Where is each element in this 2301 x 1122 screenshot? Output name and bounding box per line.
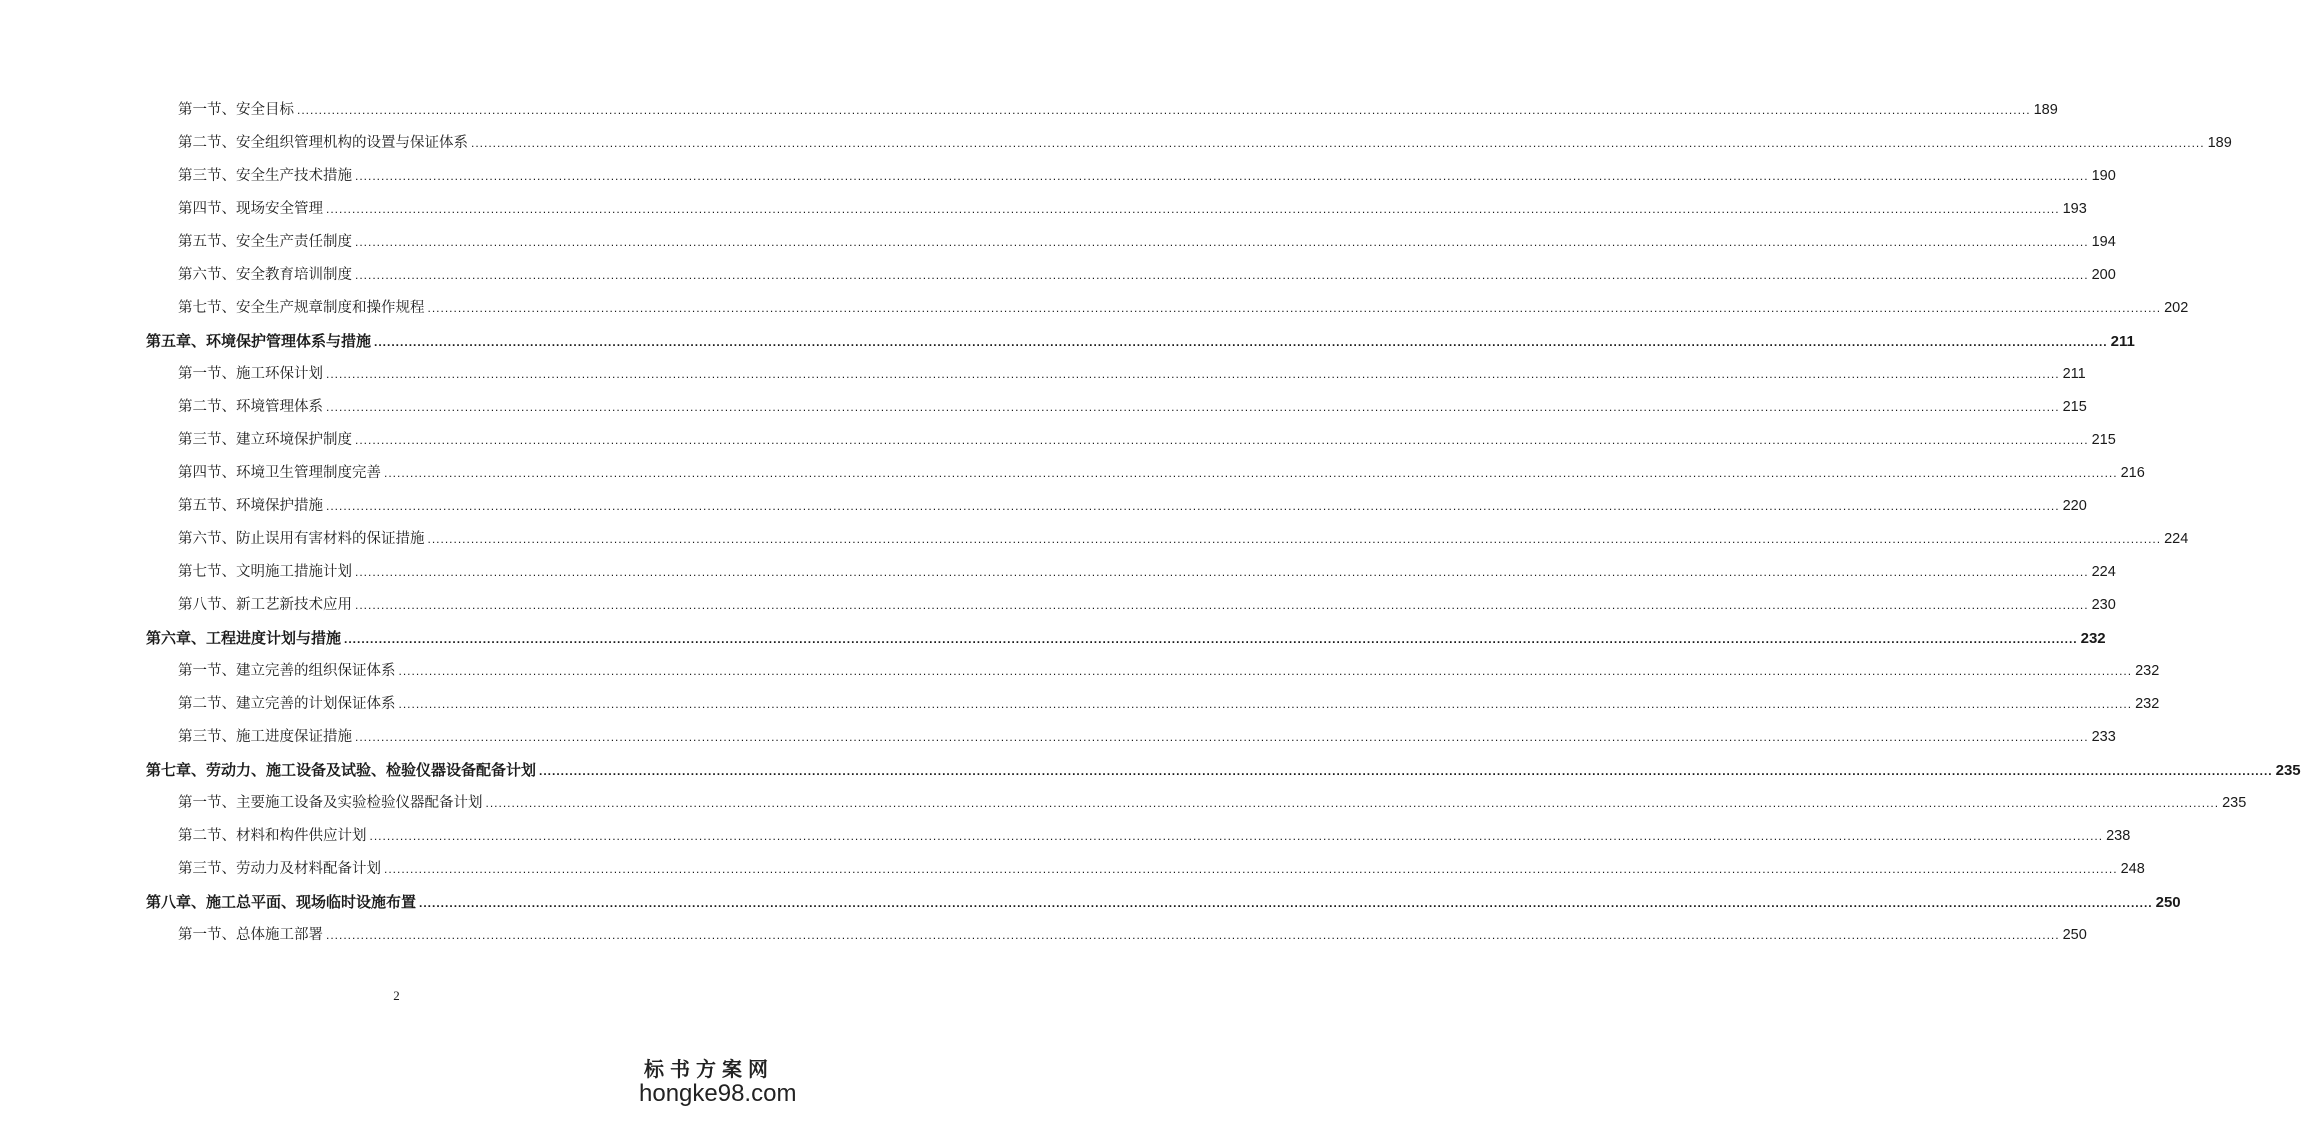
toc-entry-page: 230: [2091, 597, 2116, 613]
toc-dot-leader: ................................................................................................................................................................................................................................................................................................................................................................................................................: [384, 466, 2118, 480]
toc-section-entry[interactable]: [0, 822, 2131, 855]
toc-entry-page: 189: [2207, 135, 2232, 151]
toc-entry-title: 第六章、工程进度计划与措施: [146, 629, 342, 647]
toc-entry-title: 第五节、环境保护措施: [178, 498, 323, 514]
toc-entry-page: 200: [2091, 267, 2116, 283]
toc-entry-title: 第五章、环境保护管理体系与措施: [146, 332, 372, 350]
toc-chapter-entry[interactable]: [0, 624, 2106, 657]
toc-chapter-entry[interactable]: [0, 756, 2301, 789]
toc-dot-leader: ................................................................................................................................................................................................................................................................................................................................................................................................................: [326, 400, 2060, 414]
toc-dot-leader: ................................................................................................................................................................................................................................................................................................................................................................................................................: [297, 103, 2031, 117]
toc-dot-leader: ................................................................................................................................................................................................................................................................................................................................................................................................................: [355, 235, 2089, 249]
toc-section-entry[interactable]: [0, 558, 2116, 591]
watermark-logo: [639, 1056, 797, 1107]
toc-entry-title: 第六节、安全教育培训制度: [178, 267, 352, 283]
toc-entry-page: 238: [2106, 828, 2131, 844]
toc-dot-leader: ................................................................................................................................................................................................................................................................................................................................................................................................................: [344, 632, 2078, 646]
toc-section-entry[interactable]: [0, 195, 2087, 228]
toc-entry-page: 215: [2091, 432, 2116, 448]
toc-entry-page: 232: [2135, 663, 2160, 679]
toc-dot-leader: ................................................................................................................................................................................................................................................................................................................................................................................................................: [485, 796, 2220, 810]
toc-entry-page: 232: [2135, 696, 2160, 712]
toc-dot-leader: ................................................................................................................................................................................................................................................................................................................................................................................................................: [398, 664, 2133, 678]
toc-dot-leader: ................................................................................................................................................................................................................................................................................................................................................................................................................: [471, 136, 2205, 150]
toc-dot-leader: ................................................................................................................................................................................................................................................................................................................................................................................................................: [355, 565, 2089, 579]
toc-dot-leader: ................................................................................................................................................................................................................................................................................................................................................................................................................: [539, 764, 2273, 778]
toc-entry-page: 220: [2062, 498, 2087, 514]
toc-dot-leader: ................................................................................................................................................................................................................................................................................................................................................................................................................: [355, 169, 2089, 183]
toc-section-entry[interactable]: [0, 162, 2116, 195]
watermark-name: 标书方案网: [644, 1057, 774, 1081]
toc-section-entry[interactable]: [0, 228, 2116, 261]
toc-entry-title: 第三节、安全生产技术措施: [178, 168, 352, 184]
toc-entry-title: 第二节、环境管理体系: [178, 399, 323, 415]
toc-dot-leader: ................................................................................................................................................................................................................................................................................................................................................................................................................: [398, 697, 2133, 711]
toc-section-entry[interactable]: [0, 591, 2116, 624]
toc-section-entry[interactable]: [0, 261, 2116, 294]
toc-chapter-entry[interactable]: [0, 888, 2181, 921]
toc-entry-title: 第八节、新工艺新技术应用: [178, 597, 352, 613]
toc-entry-page: 193: [2062, 201, 2087, 217]
toc-entry-page: 248: [2120, 861, 2145, 877]
toc-section-entry[interactable]: [0, 459, 2145, 492]
toc-dot-leader: ................................................................................................................................................................................................................................................................................................................................................................................................................: [427, 532, 2162, 546]
toc-dot-leader: ................................................................................................................................................................................................................................................................................................................................................................................................................: [355, 433, 2089, 447]
toc-entry-page: 224: [2091, 564, 2116, 580]
toc-section-entry[interactable]: [0, 492, 2087, 525]
toc-dot-leader: ................................................................................................................................................................................................................................................................................................................................................................................................................: [355, 598, 2089, 612]
toc-entry-page: 235: [2275, 762, 2301, 779]
toc-entry-title: 第二节、安全组织管理机构的设置与保证体系: [178, 135, 468, 151]
toc-entry-title: 第七节、安全生产规章制度和操作规程: [178, 300, 425, 316]
toc-entry-title: 第二节、建立完善的计划保证体系: [178, 696, 396, 712]
toc-entry-page: 202: [2164, 300, 2189, 316]
toc-dot-leader: ................................................................................................................................................................................................................................................................................................................................................................................................................: [369, 829, 2104, 843]
toc-dot-leader: ................................................................................................................................................................................................................................................................................................................................................................................................................: [355, 268, 2089, 282]
toc-section-entry[interactable]: [0, 426, 2116, 459]
toc-section-entry[interactable]: [0, 294, 2189, 327]
toc-entry-title: 第五节、安全生产责任制度: [178, 234, 352, 250]
toc-entry-page: 190: [2091, 168, 2116, 184]
toc-entry-title: 第一节、施工环保计划: [178, 366, 323, 382]
page-number: 2: [393, 988, 400, 1003]
toc-entry-title: 第一节、安全目标: [178, 102, 294, 118]
toc-entry-title: 第四节、环境卫生管理制度完善: [178, 465, 381, 481]
toc-section-entry[interactable]: [0, 723, 2116, 756]
toc-entry-page: 211: [2062, 366, 2086, 382]
toc-entry-title: 第一节、总体施工部署: [178, 927, 323, 943]
toc-entry-title: 第三节、建立环境保护制度: [178, 432, 352, 448]
toc-dot-leader: ................................................................................................................................................................................................................................................................................................................................................................................................................: [326, 367, 2060, 381]
toc-entry-page: 232: [2080, 630, 2106, 647]
toc-section-entry[interactable]: [0, 789, 2247, 822]
toc-entry-page: 250: [2062, 927, 2087, 943]
toc-entry-title: 第七节、文明施工措施计划: [178, 564, 352, 580]
toc-dot-leader: ................................................................................................................................................................................................................................................................................................................................................................................................................: [326, 499, 2060, 513]
toc-entry-page: 211: [2110, 333, 2135, 350]
toc-dot-leader: ................................................................................................................................................................................................................................................................................................................................................................................................................: [326, 202, 2060, 216]
toc-entry-page: 189: [2033, 102, 2058, 118]
toc-entry-page: 216: [2120, 465, 2145, 481]
toc-entry-title: 第三节、劳动力及材料配备计划: [178, 861, 381, 877]
toc-section-entry[interactable]: [0, 129, 2232, 162]
toc-dot-leader: ................................................................................................................................................................................................................................................................................................................................................................................................................: [384, 862, 2118, 876]
toc-section-entry[interactable]: [0, 96, 2058, 129]
toc-section-entry[interactable]: [0, 921, 2087, 954]
toc-chapter-entry[interactable]: [0, 327, 2135, 360]
toc-entry-title: 第六节、防止误用有害材料的保证措施: [178, 531, 425, 547]
toc-section-entry[interactable]: [0, 657, 2160, 690]
toc-section-entry[interactable]: [0, 360, 2086, 393]
toc-entry-page: 250: [2155, 894, 2181, 911]
toc-dot-leader: ................................................................................................................................................................................................................................................................................................................................................................................................................: [326, 928, 2060, 942]
toc-entry-title: 第三节、施工进度保证措施: [178, 729, 352, 745]
toc-entry-page: 194: [2091, 234, 2116, 250]
toc-entry-page: 233: [2091, 729, 2116, 745]
toc-section-entry[interactable]: [0, 855, 2145, 888]
toc-entry-title: 第八章、施工总平面、现场临时设施布置: [146, 893, 417, 911]
toc-entry-title: 第四节、现场安全管理: [178, 201, 323, 217]
table-of-contents: [0, 96, 2301, 954]
toc-section-entry[interactable]: [0, 690, 2160, 723]
toc-dot-leader: ................................................................................................................................................................................................................................................................................................................................................................................................................: [427, 301, 2162, 315]
toc-section-entry[interactable]: [0, 525, 2189, 558]
toc-entry-title: 第二节、材料和构件供应计划: [178, 828, 367, 844]
toc-entry-page: 215: [2062, 399, 2087, 415]
toc-dot-leader: ................................................................................................................................................................................................................................................................................................................................................................................................................: [374, 335, 2108, 349]
toc-entry-title: 第一节、主要施工设备及实验检验仪器配备计划: [178, 795, 483, 811]
toc-entry-page: 235: [2222, 795, 2247, 811]
toc-dot-leader: ................................................................................................................................................................................................................................................................................................................................................................................................................: [355, 730, 2089, 744]
toc-entry-page: 224: [2164, 531, 2189, 547]
watermark-url: hongke98.com: [639, 1080, 797, 1107]
toc-section-entry[interactable]: [0, 393, 2087, 426]
toc-entry-title: 第七章、劳动力、施工设备及试验、检验仪器设备配备计划: [146, 761, 537, 779]
toc-entry-title: 第一节、建立完善的组织保证体系: [178, 663, 396, 679]
toc-dot-leader: ................................................................................................................................................................................................................................................................................................................................................................................................................: [419, 896, 2153, 910]
